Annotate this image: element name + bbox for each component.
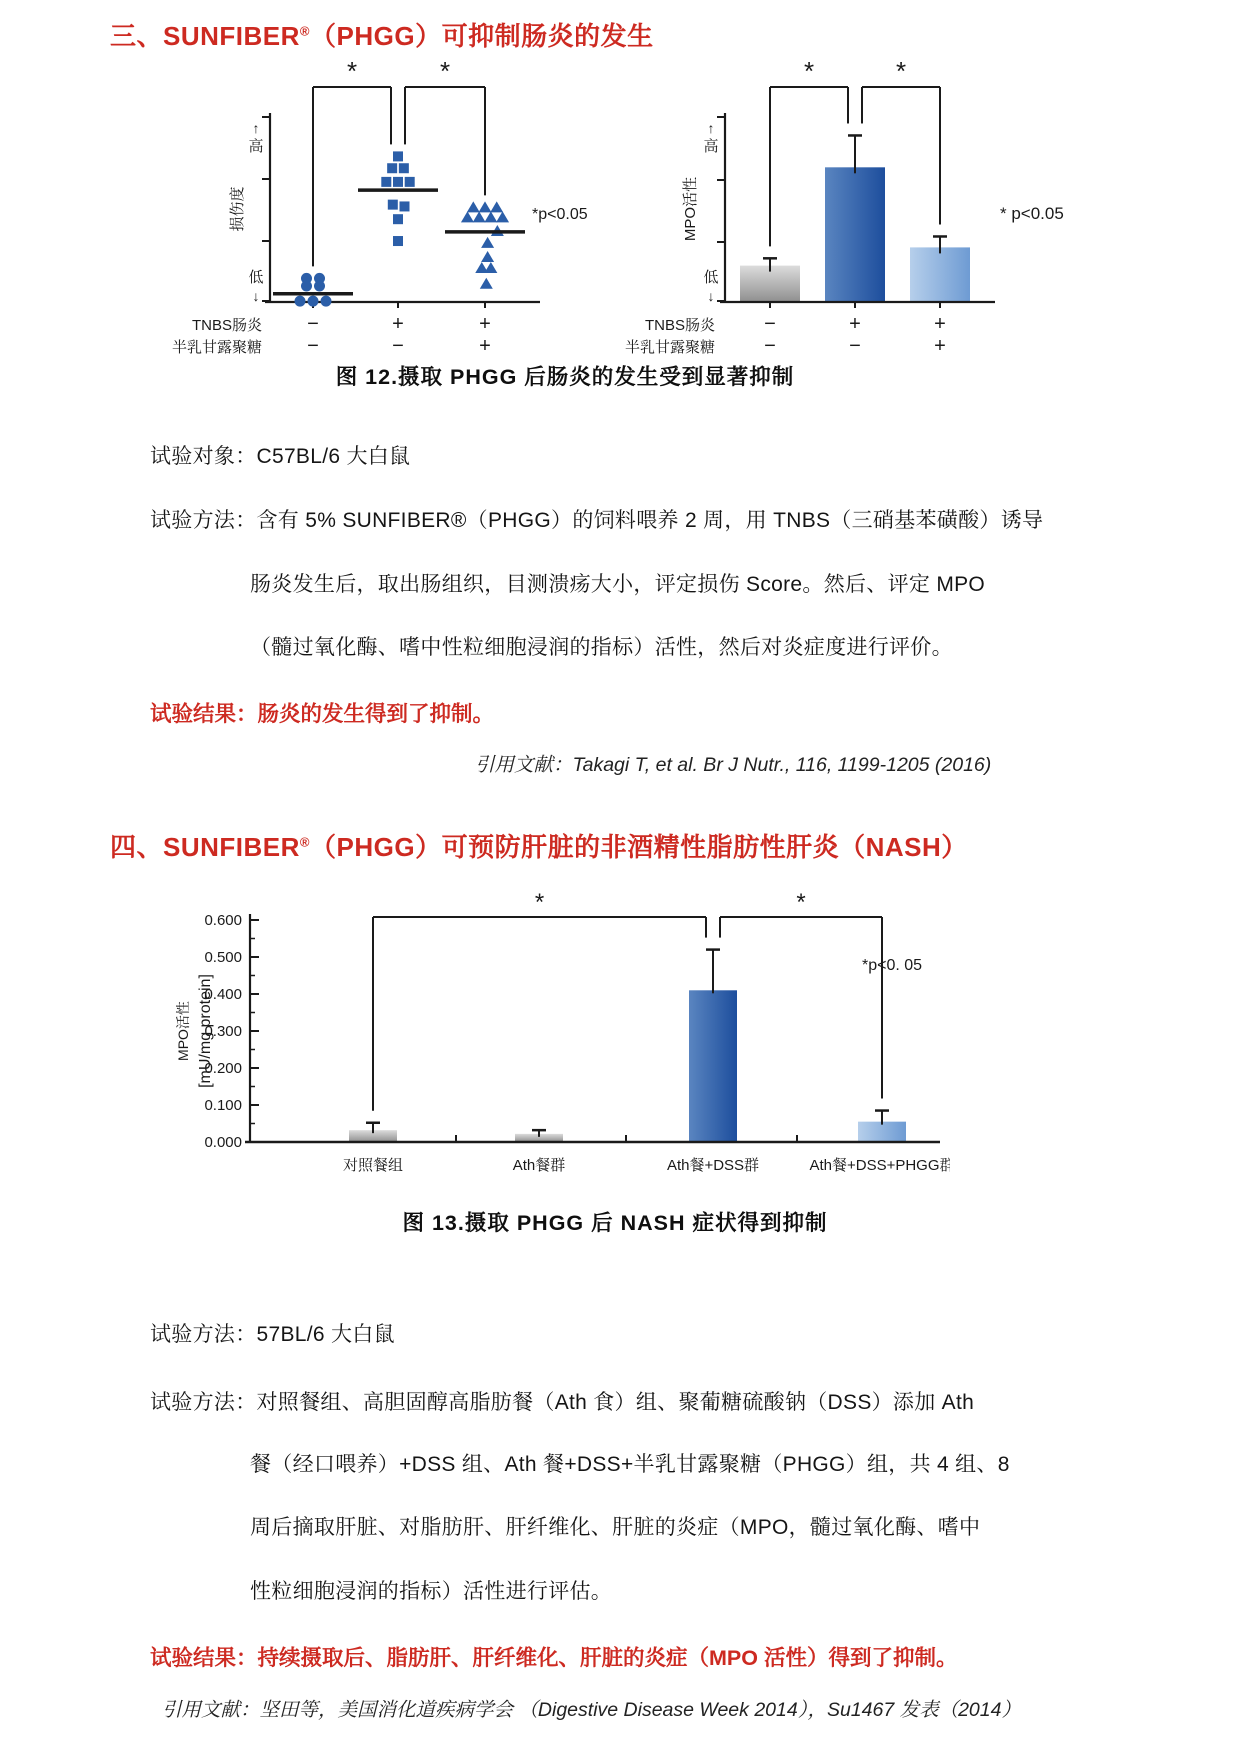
- y-axis-title-unit: [mU/mg protein]: [197, 974, 214, 1088]
- y-tick-label: 0.400: [204, 986, 242, 1003]
- x-row-value: −: [307, 313, 319, 335]
- data-point-triangle: [481, 251, 494, 262]
- s4-method-line-2: 餐（经口喂养）+DSS 组、Ath 餐+DSS+半乳甘露聚糖（PHGG）组，共 4 组、8: [250, 1453, 1010, 1476]
- y-tick-label: 0.100: [204, 1097, 242, 1114]
- y-direction-down-arrow: ↓: [252, 288, 260, 304]
- data-point-triangle: [461, 211, 474, 222]
- category-label: Ath餐+DSS+PHGG群: [809, 1157, 950, 1174]
- data-point-square: [399, 163, 409, 173]
- data-point-circle: [314, 280, 325, 291]
- data-point-circle: [321, 296, 332, 307]
- sig-asterisk: *: [895, 56, 907, 86]
- data-point-triangle: [479, 201, 492, 212]
- data-point-triangle: [480, 278, 493, 289]
- s3-subject-line: 试验对象：C57BL/6 大白鼠: [150, 445, 411, 468]
- p-value-note: * p<0.05: [1000, 204, 1064, 223]
- fig13-caption: 图 13.摄取 PHGG 后 NASH 症状得到抑制: [402, 1211, 828, 1235]
- x-row-value: −: [849, 335, 861, 357]
- data-point-square: [400, 201, 410, 211]
- s3-method-line-2: 肠炎发生后，取出肠组织，目测溃疡大小，评定损伤 Score。然后、评定 MPO: [250, 573, 986, 596]
- fig12-scatter-svg: [170, 55, 600, 360]
- data-point-triangle: [490, 201, 503, 212]
- data-point-square: [405, 177, 415, 187]
- s4-method-line-4: 性粒细胞浸润的指标）活性进行评估。: [250, 1580, 613, 1603]
- data-point-triangle: [481, 237, 494, 248]
- sig-asterisk: *: [534, 889, 545, 916]
- bar: [910, 247, 970, 302]
- y-low-label: 低: [703, 269, 719, 286]
- sig-asterisk: *: [796, 889, 806, 916]
- category-label: 对照餐组: [342, 1157, 404, 1174]
- category-label: Ath餐+DSS群: [666, 1157, 760, 1174]
- x-row-value: +: [934, 335, 946, 357]
- s4-citation: 引用文献：坚田等，美国消化道疾病学会 （Digestive Disease Week 2014），Su1467 发表（2014）: [162, 1699, 1021, 1721]
- p-value-note: *p<0. 05: [862, 957, 923, 974]
- x-row-value: −: [392, 335, 404, 357]
- s3-method-line-3: （髓过氧化酶、嗜中性粒细胞浸润的指标）活性，然后对炎症度进行评价。: [250, 636, 953, 659]
- s4-subject-line: 试验方法：57BL/6 大白鼠: [150, 1323, 395, 1346]
- bar: [825, 167, 885, 302]
- y-low-label: 低: [248, 269, 264, 286]
- s3-method-line-1: 试验方法：含有 5% SUNFIBER®（PHGG）的饲料喂养 2 周，用 TNBS（三硝基苯磺酸）诱导: [150, 509, 1044, 532]
- sig-asterisk: *: [346, 56, 358, 86]
- x-row-label: TNBS肠炎: [644, 317, 715, 334]
- x-row-value: −: [764, 313, 776, 335]
- section4-title: [110, 827, 968, 864]
- y-tick-label: 0.300: [204, 1023, 242, 1040]
- fig12-bar-svg: [600, 55, 1090, 360]
- data-point-triangle: [473, 211, 486, 222]
- s4-result-line: 试验结果：持续摄取后、脂肪肝、肝纤维化、肝脏的炎症（MPO 活性）得到了抑制。: [150, 1646, 958, 1670]
- section4-title-pre: 四、SUNFIBER: [110, 832, 300, 862]
- data-point-square: [393, 236, 403, 246]
- data-point-square: [388, 200, 398, 210]
- data-point-square: [393, 214, 403, 224]
- section3-title: [110, 16, 654, 53]
- y-direction-up-arrow: ↑: [707, 120, 715, 136]
- s4-method-line-3: 周后摘取肝脏、对脂肪肝、肝纤维化、肝脏的炎症（MPO，髓过氧化酶、嗜中: [250, 1516, 981, 1539]
- y-axis-title: 损伤度: [229, 186, 246, 232]
- x-row-value: −: [307, 335, 319, 357]
- y-high-label: 高: [703, 138, 719, 155]
- y-tick-label: 0.000: [204, 1134, 242, 1151]
- data-point-triangle: [484, 211, 497, 222]
- y-direction-up-arrow: ↑: [252, 120, 260, 136]
- registered-mark: ®: [299, 834, 310, 850]
- data-point-circle: [301, 280, 312, 291]
- fig13-bar-svg: [150, 878, 950, 1193]
- data-point-circle: [308, 296, 319, 307]
- y-axis-title-cjk: MPO活性: [175, 1001, 191, 1061]
- x-row-label: 半乳甘露聚糖: [171, 339, 262, 356]
- bar: [858, 1122, 906, 1142]
- data-point-square: [393, 151, 403, 161]
- sig-asterisk: *: [803, 56, 815, 86]
- x-row-label: 半乳甘露聚糖: [624, 339, 715, 356]
- data-point-circle: [295, 296, 306, 307]
- s3-result-line: 试验结果：肠炎的发生得到了抑制。: [150, 702, 495, 726]
- x-row-value: +: [479, 335, 491, 357]
- data-point-square: [393, 177, 403, 187]
- p-value-note: *p<0.05: [532, 206, 588, 223]
- fig12-caption: 图 12.摄取 PHGG 后肠炎的发生受到显著抑制: [335, 365, 795, 389]
- x-row-value: +: [934, 313, 946, 335]
- y-tick-label: 0.200: [204, 1060, 242, 1077]
- registered-mark: ®: [299, 23, 310, 39]
- section3-title-post: （PHGG）可抑制肠炎的发生: [310, 21, 654, 51]
- data-point-triangle: [484, 262, 497, 273]
- x-row-value: +: [479, 313, 491, 335]
- data-point-triangle: [496, 211, 509, 222]
- section3-title-pre: 三、SUNFIBER: [110, 21, 300, 51]
- data-point-square: [387, 163, 397, 173]
- fig12-bar-chart: [600, 55, 1090, 365]
- y-high-label: 高: [248, 138, 264, 155]
- y-axis-title: MPO活性: [682, 176, 699, 242]
- category-label: Ath餐群: [512, 1157, 566, 1174]
- s3-citation: 引用文献：Takagi T, et al. Br J Nutr., 116, 1199-1205 (2016): [475, 754, 992, 776]
- s4-method-line-1: 试验方法：对照餐组、高胆固醇高脂肪餐（Ath 食）组、聚葡糖硫酸钠（DSS）添加 Ath: [150, 1391, 975, 1414]
- fig13-bar-chart: [150, 878, 950, 1198]
- x-row-label: TNBS肠炎: [191, 317, 262, 334]
- x-row-value: +: [392, 313, 404, 335]
- data-point-triangle: [467, 201, 480, 212]
- sig-asterisk: *: [439, 56, 451, 86]
- x-row-value: +: [849, 313, 861, 335]
- x-row-value: −: [764, 335, 776, 357]
- data-point-square: [381, 177, 391, 187]
- y-direction-down-arrow: ↓: [707, 288, 715, 304]
- fig12-scatter-chart: [170, 55, 600, 365]
- section4-title-post: （PHGG）可预防肝脏的非酒精性脂肪性肝炎（NASH）: [310, 832, 968, 862]
- bar: [689, 990, 737, 1142]
- y-tick-label: 0.500: [204, 949, 242, 966]
- y-tick-label: 0.600: [204, 912, 242, 929]
